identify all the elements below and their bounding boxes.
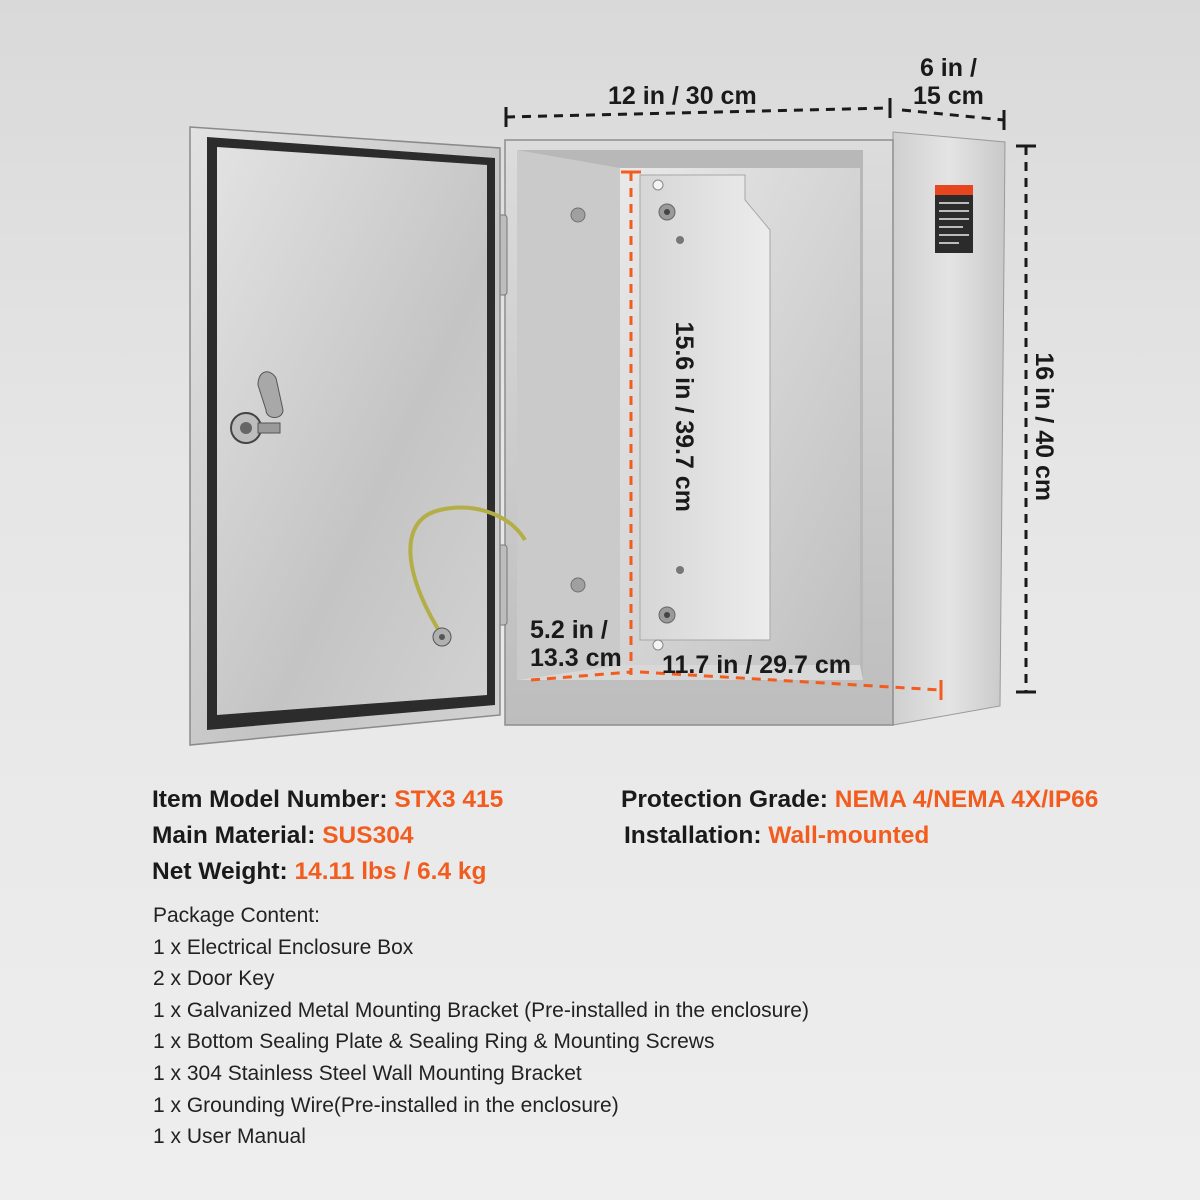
dim-inner-height-label: 15.6 in / 39.7 cm — [669, 321, 698, 512]
dim-inner-width-label: 11.7 in / 29.7 cm — [662, 651, 852, 679]
package-title: Package Content: — [153, 904, 320, 927]
spec-protection-label: Protection Grade: — [621, 786, 828, 813]
dim-inner-depth-line2: 13.3 cm — [530, 643, 622, 672]
dim-inner-depth-label — [530, 617, 622, 672]
spec-installation-value: Wall-mounted — [768, 822, 930, 849]
spec-protection — [621, 786, 1098, 814]
package-item: 1 x 304 Stainless Steel Wall Mounting Bracket — [153, 1061, 582, 1085]
spec-weight-value: 14.11 lbs / 6.4 kg — [294, 858, 487, 885]
dim-inner-depth-line1: 5.2 in / — [530, 616, 608, 644]
package-item: 1 x Grounding Wire(Pre-installed in the enclosure) — [153, 1093, 619, 1117]
rating-label-sticker — [935, 185, 973, 253]
spec-installation — [624, 822, 929, 850]
package-item: 1 x Bottom Sealing Plate & Sealing Ring & Mounting Screws — [153, 1030, 715, 1054]
spec-model — [152, 786, 503, 814]
dim-width-label: 12 in / 30 cm — [608, 82, 757, 110]
spec-material-label: Main Material: — [152, 822, 316, 849]
package-item: 1 x Electrical Enclosure Box — [153, 935, 414, 959]
spec-installation-label: Installation: — [624, 822, 762, 849]
package-content — [153, 900, 809, 1153]
package-item: 1 x Galvanized Metal Mounting Bracket (Pre-installed in the enclosure) — [153, 998, 809, 1022]
enclosure-door — [190, 127, 525, 745]
spec-material — [152, 822, 413, 850]
dim-depth-label — [913, 55, 984, 110]
spec-weight — [152, 858, 487, 886]
spec-model-label: Item Model Number: — [152, 786, 388, 813]
spec-model-value: STX3 415 — [394, 786, 504, 813]
dim-height-label: 16 in / 40 cm — [1029, 352, 1058, 502]
spec-material-value: SUS304 — [322, 822, 414, 849]
package-item: 2 x Door Key — [153, 967, 275, 991]
dim-depth-line2: 15 cm — [913, 81, 984, 110]
spec-weight-label: Net Weight: — [152, 858, 288, 885]
package-item: 1 x User Manual — [153, 1125, 306, 1149]
dim-depth-line1: 6 in / — [919, 54, 977, 82]
spec-protection-value: NEMA 4/NEMA 4X/IP66 — [834, 786, 1099, 813]
